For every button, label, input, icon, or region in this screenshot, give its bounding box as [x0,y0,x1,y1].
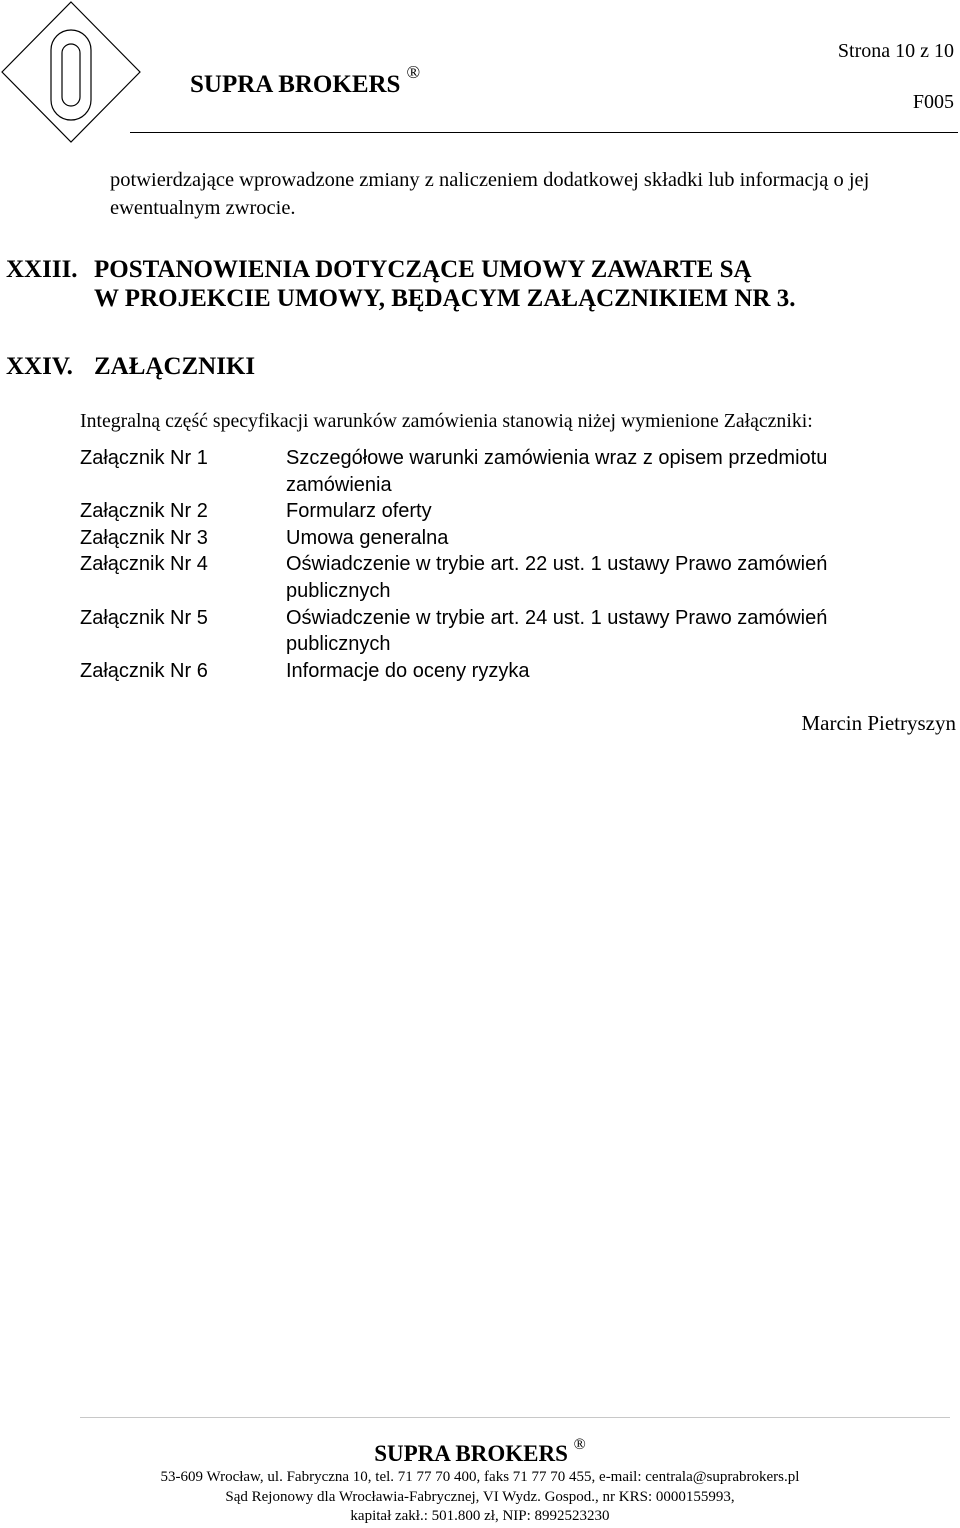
header-registered-mark: ® [406,62,421,82]
footer-court: Sąd Rejonowy dla Wrocławia-Fabrycznej, VI Wydz. Gospod., nr KRS: 0000155993, [225,1489,735,1505]
section-xxiv-number: XXIV. [6,353,73,380]
footer-brand [0,1436,960,1467]
attachment-description: Szczegółowe warunki zamówienia wraz z opisem przedmiotu zamówienia [286,447,828,496]
section-xxiii-title-line2: W PROJEKCIE UMOWY, BĘDĄCYM ZAŁĄCZNIKIEM NR 3. [94,285,796,312]
attachment-label: Załącznik Nr 4 [80,553,208,576]
header-brand [190,62,420,99]
header-divider [130,132,958,133]
footer-address: 53-609 Wrocław, ul. Fabryczna 10, tel. 71 77 70 400, faks 71 77 70 455, e-mail: centrala@suprabrokers.pl [160,1469,800,1485]
document-code: F005 [912,91,954,113]
attachment-row [80,605,906,658]
attachment-label: Załącznik Nr 3 [80,526,208,549]
company-logo-icon [0,0,142,144]
attachment-description: Umowa generalna [286,526,449,549]
attachment-label: Załącznik Nr 2 [80,500,208,523]
section-xxiv-heading [6,352,255,381]
attachment-description: Oświadczenie w trybie art. 24 ust. 1 ustawy Prawo zamówień publicznych [286,606,828,656]
section-xxiii-heading [6,255,795,313]
footer-registered-mark: ® [573,1436,586,1453]
attachment-row [80,551,906,604]
page-number: Strona 10 z 10 [837,40,954,62]
attachment-description: Formularz oferty [286,500,432,523]
continuation-paragraph: potwierdzające wprowadzone zmiany z naliczeniem dodatkowej składki lub informacją o jej ewentualnym zwrocie. [110,169,870,219]
attachment-label: Załącznik Nr 1 [80,447,208,469]
section-xxiii-title-line1: POSTANOWIENIA DOTYCZĄCE UMOWY ZAWARTE SĄ [94,256,752,283]
signature: Marcin Pietryszyn [801,711,956,735]
header-brand-name: SUPRA BROKERS [190,71,401,98]
attachments-list [80,445,906,684]
attachment-row [80,525,906,552]
footer-capital: kapitał zakł.: 501.800 zł, NIP: 8992523230 [350,1508,610,1524]
attachments-intro: Integralną część specyfikacji warunków zamówienia stanowią niżej wymienione Załączniki: [80,410,813,432]
attachment-description: Informacje do oceny ryzyka [286,659,530,682]
footer-brand-name: SUPRA BROKERS [374,1441,568,1466]
section-xxiv-title: ZAŁĄCZNIKI [94,353,256,380]
footer-divider [80,1417,950,1418]
section-xxiii-number: XXIII. [6,256,78,283]
attachment-label: Załącznik Nr 5 [80,606,208,629]
attachment-label: Załącznik Nr 6 [80,659,208,682]
attachment-row [80,445,906,498]
attachment-description: Oświadczenie w trybie art. 22 ust. 1 ustawy Prawo zamówień publicznych [286,553,828,602]
attachment-row [80,658,906,685]
attachment-row [80,498,906,525]
